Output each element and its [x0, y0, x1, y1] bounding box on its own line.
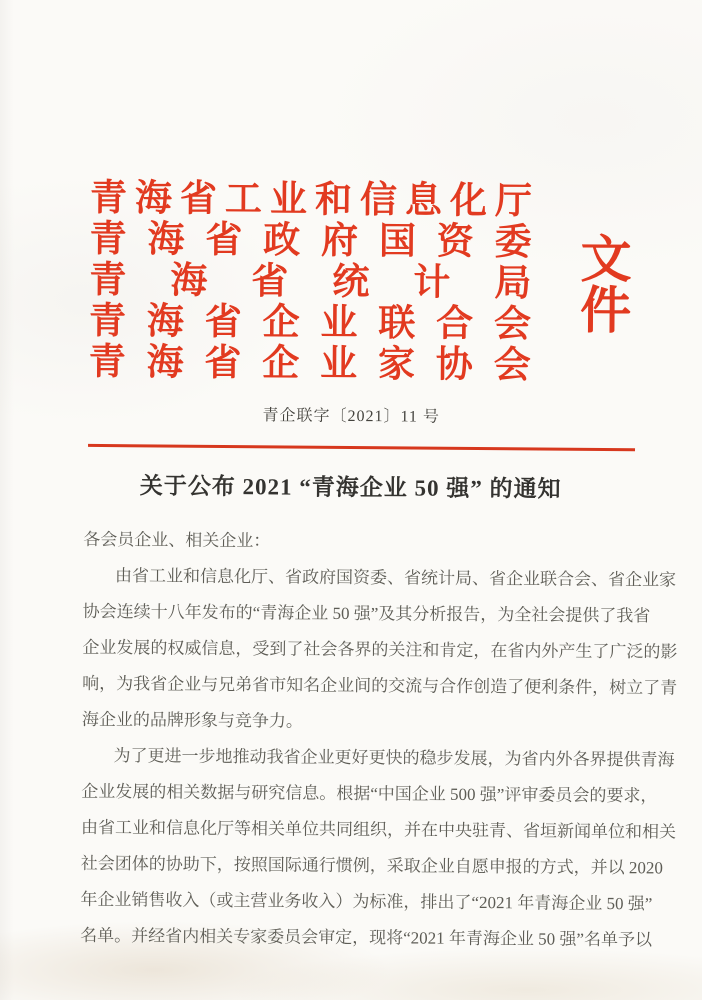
- body-line: 为了更进一步地推动我省企业更好更快的稳步发展，为省内外各界提供青海: [113, 746, 675, 770]
- salutation-line: 各会员企业、相关企业：: [83, 529, 271, 551]
- paragraph-2: [80, 738, 677, 958]
- body-line: 协会连续十八年发布的“青海企业 50 强”及其分析报告，为全社会提供了我省: [82, 601, 651, 626]
- body-line: 企业发展的相关数据与研究信息。根据“中国企业 500 强”评审委员会的要求，: [81, 781, 658, 806]
- issuer-line-5: 青海省企业家协会: [88, 341, 531, 387]
- letterhead: [89, 178, 633, 387]
- body-line: 由省工业和信息化厅、省政府国资委、省统计局、省企业联合会、省企业家: [114, 566, 677, 590]
- doc-number: 青企联字〔2021〕11 号: [262, 407, 441, 426]
- red-separator-rule: [88, 444, 635, 451]
- body-line: 名单。并经省内相关专家委员会审定，现将“2021 年青海企业 50 强”名单予以: [80, 925, 653, 950]
- body-line: 社会团体的协助下，按照国际通行惯例，采取企业自愿申报的方式，并以 2020: [80, 853, 664, 878]
- doc-type-label: 文件: [579, 232, 632, 340]
- issuer-line-4: 青海省企业联合会: [88, 300, 532, 346]
- paragraph-1: [81, 558, 678, 742]
- issuer-name-list: [89, 178, 533, 386]
- issuer-line-1: 青海省工业和信息化厅: [89, 177, 533, 223]
- body-line: 海企业的品牌形象与竞争力。: [81, 709, 303, 731]
- body-line: 年企业销售收入（或主营业务收入）为标准，排出了“2021 年青海企业 50 强”: [80, 889, 653, 914]
- doc-title: 关于公布 2021 “青海企业 50 强” 的通知: [139, 473, 562, 502]
- issuer-line-3: 青海省统计局: [89, 259, 532, 305]
- body-line: 企业发展的权威信息，受到了社会各界的关注和肯定，在省内外产生了广泛的影: [82, 637, 678, 662]
- body-line: 响，为我省企业与兄弟省市知名企业间的交流与合作创造了便利条件，树立了青: [82, 673, 678, 698]
- issuer-line-2: 青海省政府国资委: [89, 218, 532, 264]
- doc-body: [80, 522, 678, 958]
- body-line: 由省工业和信息化厅等相关单位共同组织，并在中央驻青、省垣新闻单位和相关: [80, 817, 677, 842]
